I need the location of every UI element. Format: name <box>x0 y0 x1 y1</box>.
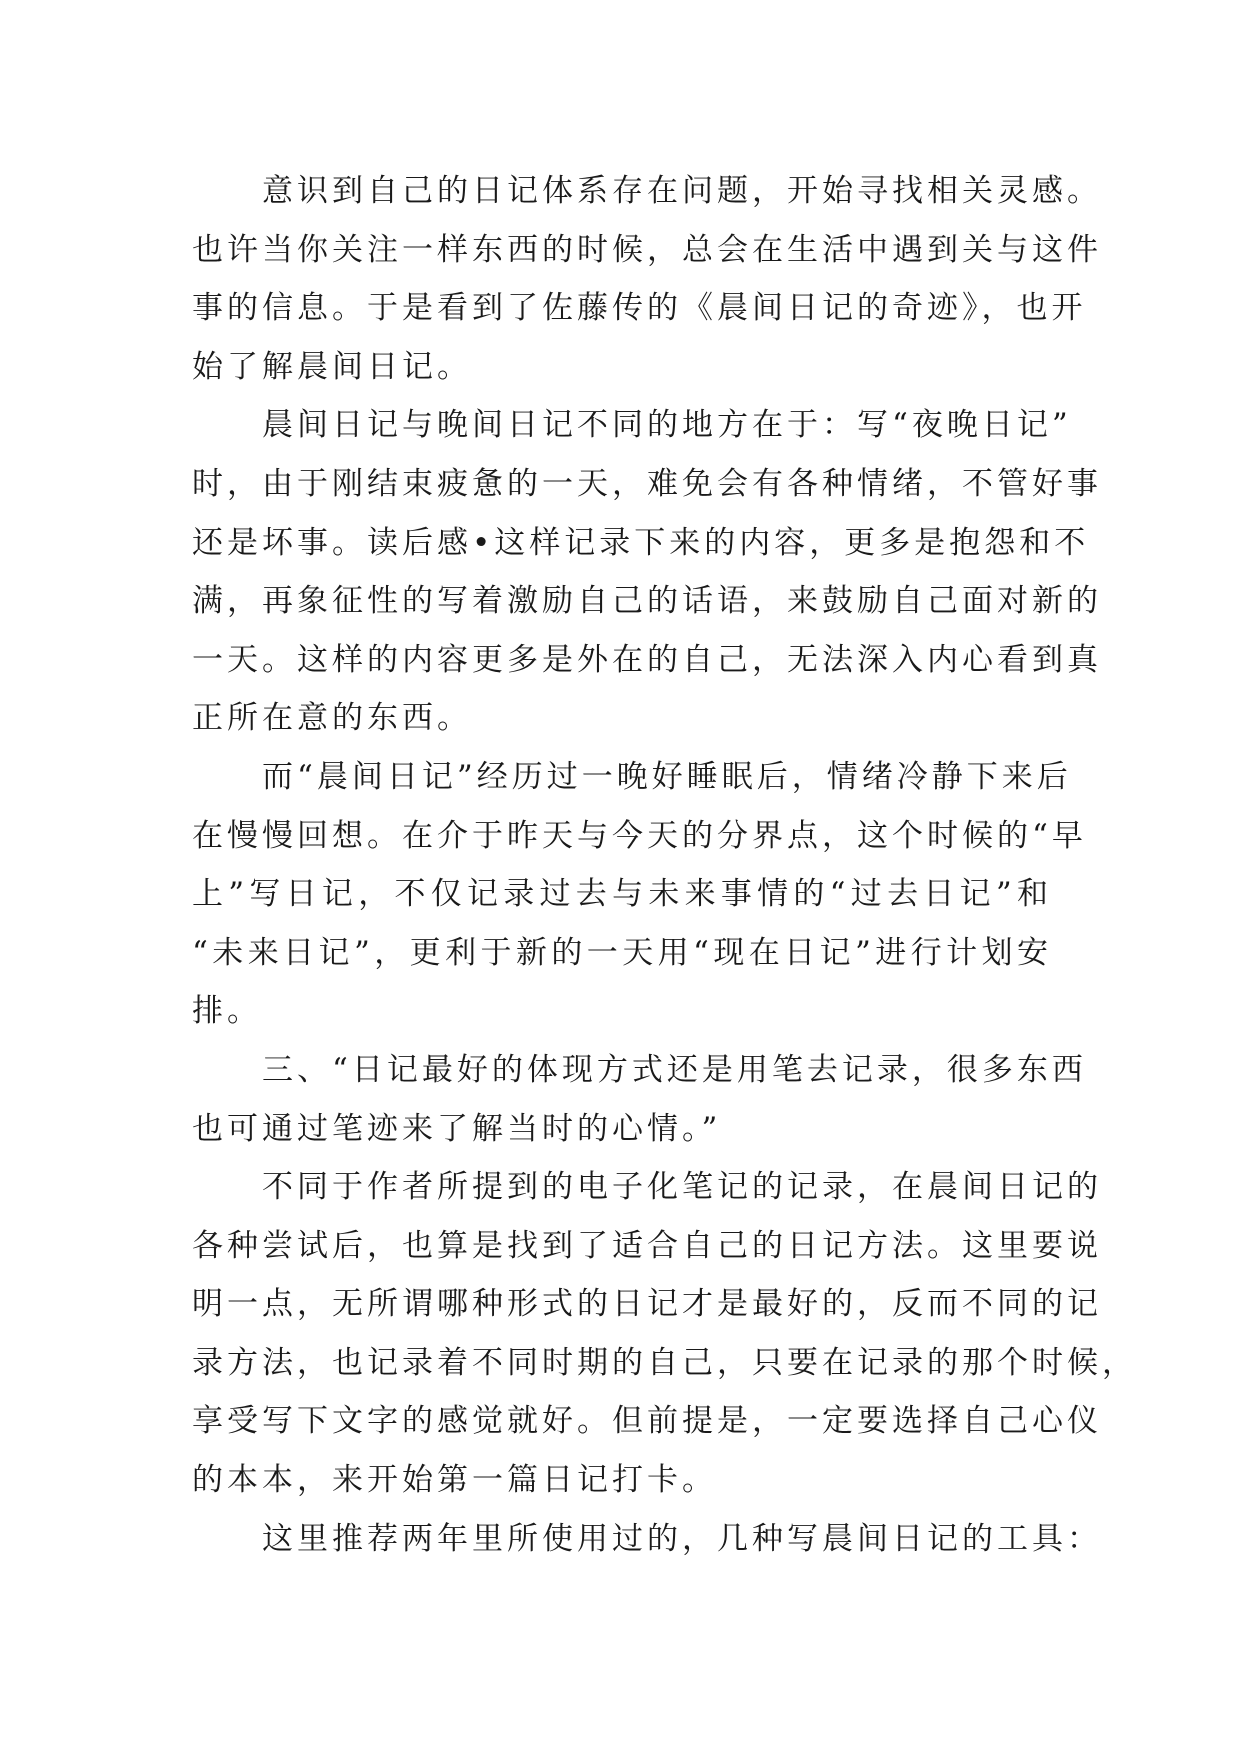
text-line: 还是坏事。读后感•这样记录下来的内容，更多是抱怨和不 <box>192 524 1090 561</box>
text-line: 这里推荐两年里所使用过的，几种写晨间日记的工具： <box>262 1520 1102 1557</box>
paragraph <box>192 396 1102 748</box>
paragraph <box>192 1158 1137 1510</box>
text-line: 录方法，也记录着不同时期的自己，只要在记录的那个时候， <box>192 1344 1137 1381</box>
text-line: 而“晨间日记”经历过一晚好睡眠后，情绪冷静下来后 <box>262 758 1072 795</box>
text-line: 在慢慢回想。在介于昨天与今天的分界点，这个时候的“早 <box>192 817 1087 854</box>
paragraph <box>192 1041 1087 1158</box>
document-body <box>192 162 1137 1568</box>
text-line: 晨间日记与晚间日记不同的地方在于：写“夜晚日记” <box>262 407 1072 444</box>
text-line: 时，由于刚结束疲惫的一天，难免会有各种情绪，不管好事 <box>192 465 1102 502</box>
text-line: 三、“日记最好的体现方式还是用笔去记录，很多东西 <box>262 1051 1087 1088</box>
paragraph <box>192 162 1102 396</box>
paragraph <box>192 748 1087 1041</box>
text-line: 正所在意的东西。 <box>192 700 472 737</box>
text-line: 事的信息。于是看到了佐藤传的《晨间日记的奇迹》，也开 <box>192 290 1087 327</box>
text-line: 上”写日记，不仅记录过去与未来事情的“过去日记”和 <box>192 876 1052 913</box>
text-line: 也许当你关注一样东西的时候，总会在生活中遇到关与这件 <box>192 231 1102 268</box>
text-line: 不同于作者所提到的电子化笔记的记录，在晨间日记的 <box>262 1169 1102 1206</box>
text-line: 一天。这样的内容更多是外在的自己，无法深入内心看到真 <box>192 641 1102 678</box>
text-line: 各种尝试后，也算是找到了适合自己的日记方法。这里要说 <box>192 1227 1102 1264</box>
text-line: 的本本，来开始第一篇日记打卡。 <box>192 1462 717 1499</box>
text-line: 明一点，无所谓哪种形式的日记才是最好的，反而不同的记 <box>192 1286 1102 1323</box>
text-line: 排。 <box>192 993 262 1030</box>
text-line: 也可通过笔迹来了解当时的心情。” <box>192 1110 722 1147</box>
text-line: 始了解晨间日记。 <box>192 348 472 385</box>
text-line: 满，再象征性的写着激励自己的话语，来鼓励自己面对新的 <box>192 583 1102 620</box>
paragraph <box>192 1510 1102 1569</box>
text-line: “未来日记”，更利于新的一天用“现在日记”进行计划安 <box>192 934 1052 971</box>
text-line: 意识到自己的日记体系存在问题，开始寻找相关灵感。 <box>262 173 1102 209</box>
text-line: 享受写下文字的感觉就好。但前提是，一定要选择自己心仪 <box>192 1403 1102 1440</box>
